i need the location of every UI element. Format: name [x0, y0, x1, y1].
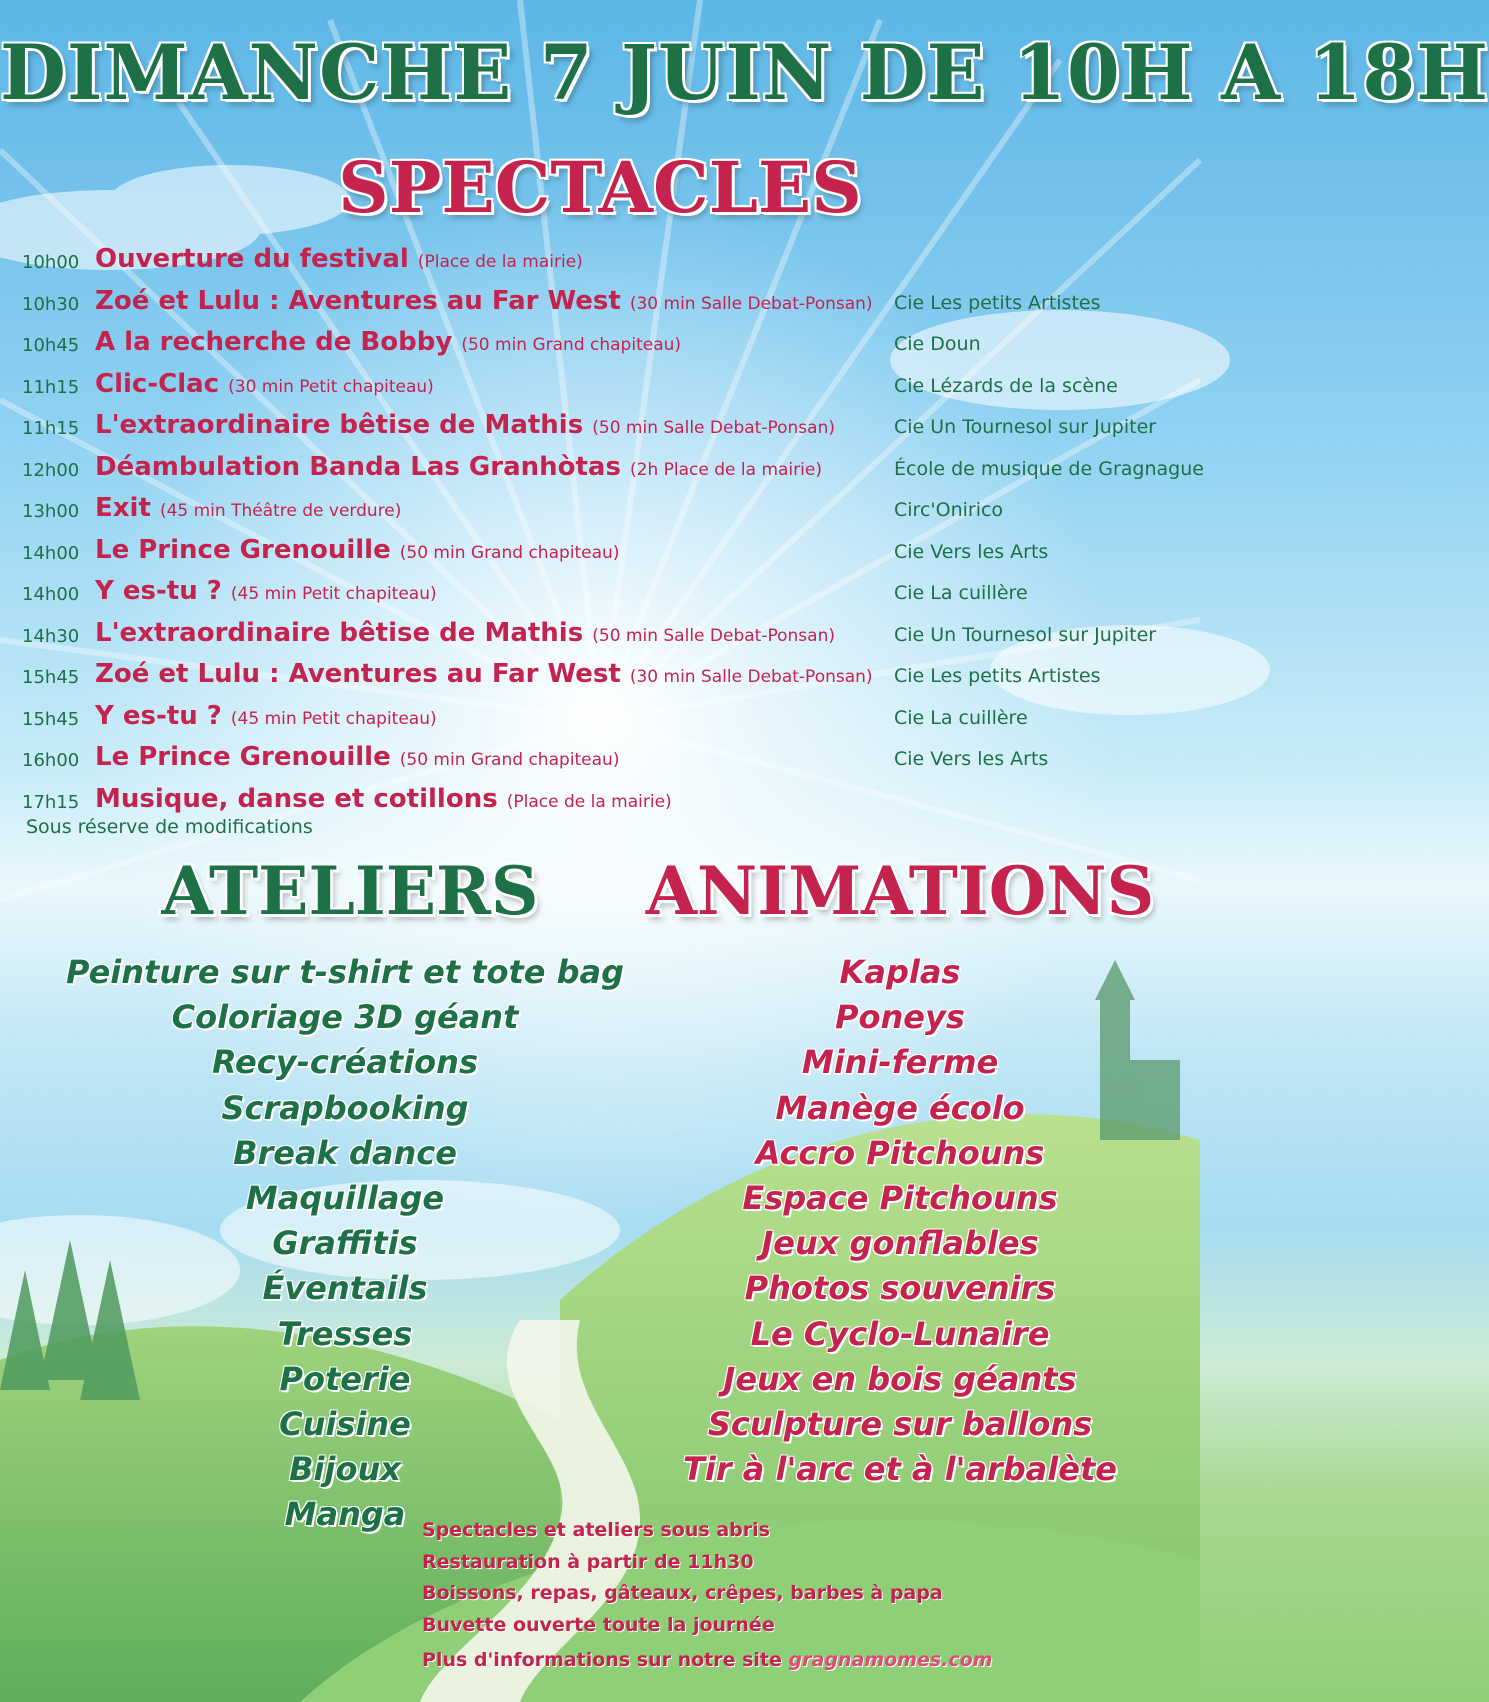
atelier-item: Manga [284, 1495, 406, 1534]
info-line: Spectacles et ateliers sous abris [422, 1519, 770, 1541]
schedule-company: Cie Un Tournesol sur Jupiter [894, 416, 1157, 438]
schedule-row [22, 327, 1192, 369]
schedule-row [22, 742, 1192, 784]
schedule-detail: (50 min Grand chapiteau) [461, 335, 682, 355]
ateliers-title: ATELIERS [161, 852, 539, 930]
schedule-show: Y es-tu ? (45 min Petit chapiteau) [95, 576, 437, 606]
animation-item: Mini-ferme [801, 1043, 999, 1082]
atelier-item: Tresses [277, 1314, 413, 1353]
more-info-line [422, 1649, 992, 1681]
animation-item: Jeux en bois géants [723, 1359, 1077, 1398]
schedule-company: École de musique de Gragnague [894, 457, 1204, 480]
schedule-show: Ouverture du festival (Place de la mairie) [95, 244, 583, 274]
info-line: Buvette ouverte toute la journée [422, 1613, 775, 1636]
schedule-show: Zoé et Lulu : Aventures au Far West (30 min Salle Debat-Ponsan) [95, 285, 873, 316]
schedule-detail: (45 min Petit chapiteau) [230, 708, 437, 729]
schedule-time: 17h15 [22, 791, 80, 813]
schedule-detail: (Place de la mairie) [506, 791, 672, 812]
animation-item: Le Cyclo-Lunaire [750, 1314, 1050, 1353]
animation-item: Kaplas [839, 953, 961, 991]
schedule-row [22, 286, 1192, 328]
schedule-row [22, 618, 1192, 660]
atelier-item: Coloriage 3D géant [171, 998, 519, 1037]
schedule-time: 10h00 [22, 252, 80, 273]
atelier-item: Peinture sur t-shirt et tote bag [65, 953, 625, 991]
schedule-show: L'extraordinaire bêtise de Mathis (50 min Salle Debat-Ponsan) [95, 617, 835, 648]
schedule-show: A la recherche de Bobby (50 min Grand chapiteau) [95, 327, 682, 357]
schedule-time: 10h30 [22, 293, 80, 315]
spectacles-title: SPECTACLES [338, 146, 862, 229]
schedule-company: Cie Les petits Artistes [894, 665, 1101, 687]
schedule-show: Déambulation Banda Las Granhòtas (2h Place de la mairie) [95, 451, 822, 482]
event-date-title: DIMANCHE 7 JUIN DE 10H A 18H [0, 28, 1489, 117]
atelier-item: Scrapbooking [221, 1088, 469, 1127]
schedule-time: 16h00 [22, 750, 80, 771]
schedule-show: L'extraordinaire bêtise de Mathis (50 min Salle Debat-Ponsan) [95, 410, 835, 440]
schedule-time: 10h45 [22, 335, 80, 356]
schedule-show: Zoé et Lulu : Aventures au Far West (30 min Salle Debat-Ponsan) [95, 659, 873, 689]
schedule-note: Sous réserve de modifications [26, 816, 313, 838]
schedule-company: Circ'Onirico [894, 499, 1004, 521]
schedule-company: Cie La cuillère [894, 706, 1028, 729]
atelier-item: Break dance [233, 1133, 457, 1172]
schedule-time: 14h30 [22, 625, 80, 647]
schedule-detail: (50 min Salle Debat-Ponsan) [592, 418, 835, 438]
schedule-detail: (30 min Salle Debat-Ponsan) [629, 667, 873, 687]
schedule-company: Cie Les petits Artistes [894, 291, 1101, 314]
atelier-item: Cuisine [279, 1404, 411, 1443]
schedule-detail: (Place de la mairie) [417, 252, 583, 272]
animation-item: Sculpture sur ballons [707, 1404, 1093, 1443]
schedule-show: Clic-Clac (30 min Petit chapiteau) [95, 368, 434, 399]
atelier-item: Graffitis [272, 1224, 418, 1263]
schedule-time: 15h45 [22, 667, 80, 688]
schedule-company: Cie Doun [894, 333, 981, 355]
schedule-row [22, 369, 1192, 411]
schedule-row [22, 410, 1192, 452]
schedule-row [22, 493, 1192, 535]
schedule-time: 15h45 [22, 708, 80, 730]
atelier-item: Poterie [279, 1359, 411, 1398]
schedule-row [22, 701, 1192, 743]
schedule-row [22, 535, 1192, 577]
atelier-item: Éventails [262, 1269, 428, 1308]
info-line: Boissons, repas, gâteaux, crêpes, barbes à papa [422, 1582, 943, 1604]
practical-info [422, 1519, 992, 1681]
animation-item: Jeux gonflables [761, 1224, 1039, 1263]
schedule-detail: (50 min Grand chapiteau) [399, 542, 620, 563]
schedule-list [22, 244, 1204, 825]
atelier-item: Maquillage [245, 1178, 445, 1217]
schedule-row [22, 451, 1204, 494]
animations-title: ANIMATIONS [645, 852, 1155, 930]
schedule-detail: (50 min Salle Debat-Ponsan) [592, 625, 835, 646]
schedule-detail: (30 min Salle Debat-Ponsan) [629, 293, 873, 314]
schedule-company: Cie Lézards de la scène [894, 374, 1118, 397]
animation-item: Poneys [835, 998, 965, 1037]
schedule-company: Cie La cuillère [894, 582, 1028, 604]
schedule-row [22, 244, 1192, 286]
info-line: Restauration à partir de 11h30 [422, 1550, 754, 1573]
schedule-company: Cie Vers les Arts [894, 540, 1049, 563]
schedule-show: Exit (45 min Théâtre de verdure) [95, 493, 402, 523]
schedule-detail: (45 min Petit chapiteau) [230, 584, 437, 604]
schedule-time: 14h00 [22, 584, 80, 605]
schedule-detail: (2h Place de la mairie) [630, 459, 822, 480]
animation-item: Espace Pitchouns [742, 1178, 1058, 1217]
atelier-item: Bijoux [289, 1450, 401, 1489]
schedule-time: 14h00 [22, 542, 80, 564]
schedule-company: Cie Un Tournesol sur Jupiter [894, 623, 1157, 646]
schedule-show: Le Prince Grenouille (50 min Grand chapiteau) [95, 534, 620, 565]
schedule-row [22, 659, 1192, 701]
schedule-detail: (50 min Grand chapiteau) [399, 750, 620, 770]
animation-item: Photos souvenirs [744, 1269, 1056, 1308]
animation-item: Manège écolo [775, 1088, 1025, 1127]
website-link[interactable]: gragnamomes.com [788, 1649, 993, 1671]
schedule-time: 11h15 [22, 418, 80, 439]
schedule-time: 11h15 [22, 376, 80, 398]
schedule-detail: (45 min Théâtre de verdure) [159, 501, 402, 521]
animations-list [640, 950, 1160, 1492]
schedule-row [22, 576, 1192, 618]
ateliers-list [40, 950, 650, 1537]
animation-item: Tir à l'arc et à l'arbalète [683, 1450, 1117, 1489]
schedule-time: 12h00 [22, 459, 80, 481]
schedule-show: Y es-tu ? (45 min Petit chapiteau) [95, 700, 437, 731]
schedule-company: Cie Vers les Arts [894, 748, 1049, 770]
atelier-item: Recy-créations [212, 1043, 478, 1082]
schedule-show: Le Prince Grenouille (50 min Grand chapiteau) [95, 742, 620, 772]
schedule-time: 13h00 [22, 501, 80, 522]
animation-item: Accro Pitchouns [755, 1133, 1045, 1172]
more-info-prefix: Plus d'informations sur notre site [422, 1649, 782, 1671]
schedule-show: Musique, danse et cotillons (Place de la mairie) [95, 783, 672, 814]
schedule-detail: (30 min Petit chapiteau) [228, 376, 434, 397]
